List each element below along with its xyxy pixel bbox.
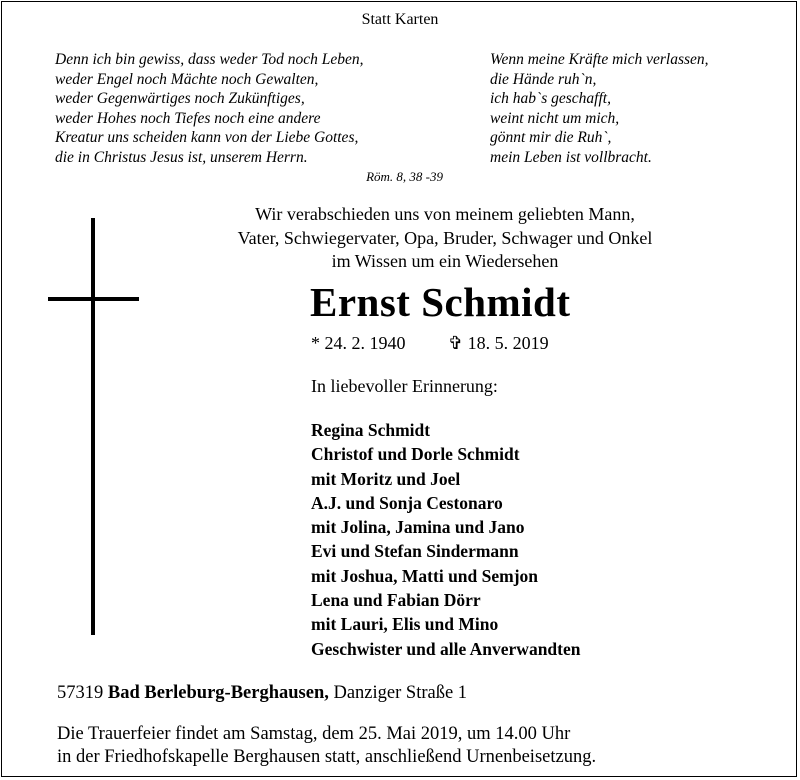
family-member: mit Joshua, Matti und Semjon bbox=[311, 565, 539, 586]
poem-line: gönnt mir die Ruh`, bbox=[490, 129, 612, 147]
deceased-name: Ernst Schmidt bbox=[310, 279, 571, 325]
notice-line: Die Trauerfeier findet am Samstag, dem 25. Mai 2019, um 14.00 Uhr bbox=[57, 724, 571, 744]
poem bbox=[490, 50, 790, 168]
bible-verse bbox=[55, 50, 445, 185]
family-member: Regina Schmidt bbox=[311, 420, 431, 440]
notice-line: in der Friedhofskapelle Berghausen statt, anschließend Urnenbeisetzung. bbox=[57, 747, 597, 767]
cross-horizontal-bar bbox=[48, 297, 139, 301]
funeral-notice bbox=[57, 723, 596, 769]
verse-line: weder Hohes noch Tiefes noch eine andere bbox=[55, 109, 321, 127]
verse-line: weder Gegenwärtiges noch Zukünftiges, bbox=[55, 90, 305, 108]
intro-line: im Wissen um ein Wiedersehen bbox=[331, 251, 559, 271]
verse-line: die in Christus Jesus ist, unserem Herrn. bbox=[55, 148, 308, 166]
birth-date: * 24. 2. 1940 bbox=[311, 333, 406, 353]
poem-line: Wenn meine Kräfte mich verlassen, bbox=[490, 51, 709, 68]
intro-line: Vater, Schwiegervater, Opa, Bruder, Schwager und Onkel bbox=[237, 227, 653, 248]
family-member: Geschwister und alle Anverwandten bbox=[311, 638, 581, 659]
poem-line: mein Leben ist vollbracht. bbox=[490, 148, 652, 166]
family-member: mit Lauri, Elis und Mino bbox=[311, 614, 499, 635]
verse-reference: Röm. 8, 38 -39 bbox=[366, 168, 443, 184]
address-street: Danziger Straße 1 bbox=[333, 683, 468, 703]
family-member: mit Jolina, Jamina und Jano bbox=[311, 517, 525, 538]
memory-text: In liebevoller Erinnerung: bbox=[311, 376, 498, 396]
address bbox=[57, 683, 467, 704]
family-member: mit Moritz und Joel bbox=[311, 468, 461, 489]
farewell-intro bbox=[160, 203, 730, 274]
poem-line: weint nicht um mich, bbox=[490, 109, 620, 127]
family-member: Christof und Dorle Schmidt bbox=[311, 444, 520, 465]
header-title: Statt Karten bbox=[361, 11, 439, 28]
death-date: ✞ 18. 5. 2019 bbox=[448, 333, 549, 353]
verse-line: Denn ich bin gewiss, dass weder Tod noch Leben, bbox=[55, 51, 364, 68]
family-member: Evi und Stefan Sindermann bbox=[311, 541, 519, 562]
cross-vertical-bar bbox=[91, 218, 95, 635]
address-zip: 57319 bbox=[57, 683, 104, 703]
family-member: A.J. und Sonja Cestonaro bbox=[311, 492, 503, 513]
family-list bbox=[311, 418, 580, 661]
verse-line: Kreatur uns scheiden kann von der Liebe Gottes, bbox=[55, 129, 359, 147]
intro-line: Wir verabschieden uns von meinem geliebten Mann, bbox=[255, 204, 635, 224]
verse-line: weder Engel noch Mächte noch Gewalten, bbox=[55, 70, 319, 88]
poem-line: ich hab`s geschafft, bbox=[490, 90, 611, 108]
family-member: Lena und Fabian Dörr bbox=[311, 590, 481, 611]
life-dates bbox=[311, 333, 549, 354]
address-city: Bad Berleburg-Berghausen, bbox=[107, 683, 329, 703]
poem-line: die Hände ruh`n, bbox=[490, 70, 597, 88]
